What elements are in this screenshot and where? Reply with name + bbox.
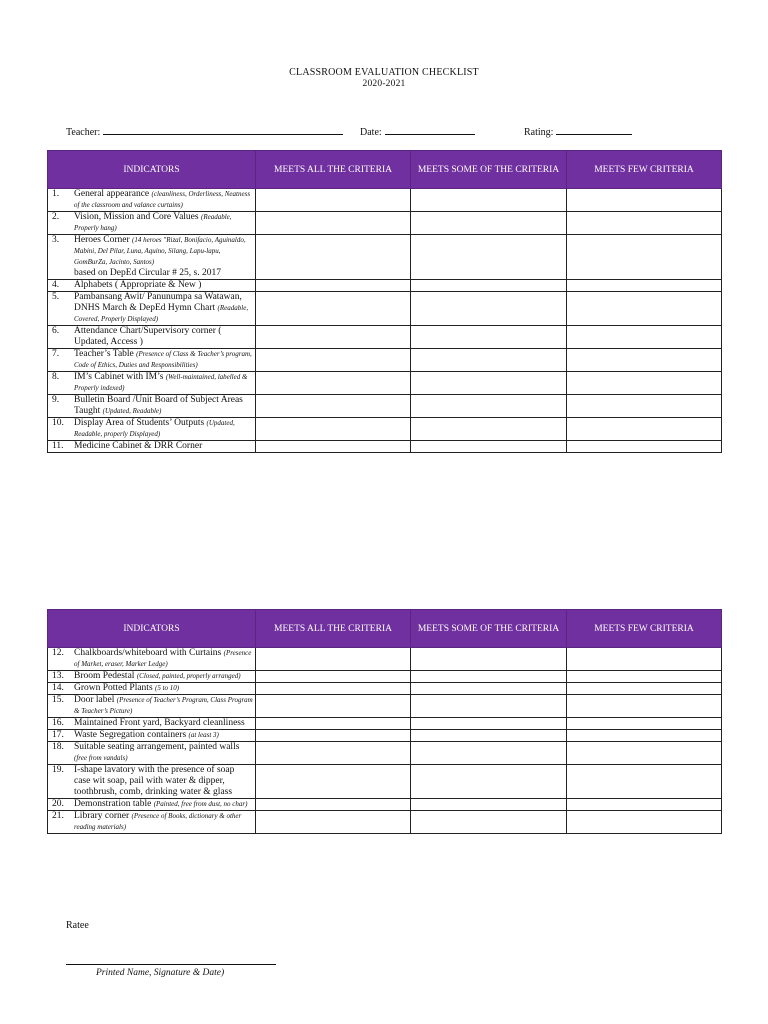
indicator-label: Door label	[74, 695, 115, 705]
meets-few-header: MEETS FEW CRITERIA	[567, 151, 722, 189]
table-row	[48, 799, 722, 811]
table-row	[48, 349, 722, 372]
meets-few-cell[interactable]	[567, 683, 722, 695]
indicator-criteria-note: (Presence of Teacher’s Program, Class Program & Teacher’s Picture)	[74, 696, 253, 715]
meets-few-cell[interactable]	[567, 648, 722, 671]
indicator-number: 12.	[52, 648, 64, 658]
checklist-table-2	[47, 609, 722, 834]
meets-all-cell[interactable]	[256, 671, 411, 683]
table-row	[48, 742, 722, 765]
meets-all-cell[interactable]	[256, 683, 411, 695]
table-row	[48, 235, 722, 280]
meets-some-header: MEETS SOME OF THE CRITERIA	[411, 151, 567, 189]
meets-all-cell[interactable]	[256, 326, 411, 349]
meets-some-cell[interactable]	[411, 280, 567, 292]
indicator-number: 8.	[52, 372, 60, 382]
indicator-number: 6.	[52, 326, 60, 336]
indicator-label: Waste Segregation containers	[74, 730, 187, 740]
table-row	[48, 730, 722, 742]
meets-some-cell[interactable]	[411, 671, 567, 683]
meets-some-cell[interactable]	[411, 235, 567, 280]
meets-few-cell[interactable]	[567, 799, 722, 811]
indicator-cell	[48, 671, 256, 683]
indicator-number: 3.	[52, 235, 60, 245]
indicator-number: 10.	[52, 418, 64, 428]
meets-all-header: MEETS ALL THE CRITERIA	[256, 151, 411, 189]
indicator-label: Alphabets ( Appropriate & New )	[74, 280, 202, 290]
table-row	[48, 683, 722, 695]
meets-some-cell[interactable]	[411, 326, 567, 349]
ratee-label: Ratee	[66, 920, 89, 931]
meets-all-cell[interactable]	[256, 730, 411, 742]
indicator-number: 15.	[52, 695, 64, 705]
indicator-number: 4.	[52, 280, 60, 290]
table-row	[48, 765, 722, 799]
meets-few-cell[interactable]	[567, 695, 722, 718]
date-input-line[interactable]	[385, 125, 475, 135]
meets-few-cell[interactable]	[567, 418, 722, 441]
table-row	[48, 441, 722, 453]
meets-all-cell[interactable]	[256, 742, 411, 765]
table-row	[48, 695, 722, 718]
indicator-number: 17.	[52, 730, 64, 740]
meets-few-cell[interactable]	[567, 235, 722, 280]
checklist-table-1	[47, 150, 722, 453]
indicator-cell	[48, 418, 256, 441]
meets-all-cell[interactable]	[256, 648, 411, 671]
indicator-number: 14.	[52, 683, 64, 693]
indicator-label: Chalkboards/whiteboard with Curtains	[74, 648, 222, 658]
meets-all-cell[interactable]	[256, 235, 411, 280]
table-row	[48, 395, 722, 418]
indicator-criteria-note: (Painted, free from dust, no char)	[153, 800, 248, 808]
indicator-cell	[48, 765, 256, 799]
meets-all-cell[interactable]	[256, 811, 411, 834]
signature-line[interactable]	[66, 964, 276, 965]
meets-few-cell[interactable]	[567, 671, 722, 683]
meets-all-cell[interactable]	[256, 441, 411, 453]
meets-some-cell[interactable]	[411, 418, 567, 441]
meets-few-cell[interactable]	[567, 742, 722, 765]
indicator-label: Medicine Cabinet & DRR Corner	[74, 441, 203, 451]
rating-label: Rating:	[524, 127, 554, 138]
indicator-label: Suitable seating arrangement, painted walls	[74, 742, 240, 752]
meets-all-cell[interactable]	[256, 292, 411, 326]
meets-all-cell[interactable]	[256, 799, 411, 811]
indicator-label: Library corner	[74, 811, 130, 821]
meets-some-cell[interactable]	[411, 349, 567, 372]
meets-all-cell[interactable]	[256, 718, 411, 730]
indicator-criteria-note: (Well-maintained, labelled & Properly indexed)	[74, 373, 248, 392]
meets-some-cell[interactable]	[411, 811, 567, 834]
meets-all-cell[interactable]	[256, 280, 411, 292]
meets-few-cell[interactable]	[567, 718, 722, 730]
meets-few-cell[interactable]	[567, 395, 722, 418]
meets-some-cell[interactable]	[411, 730, 567, 742]
meets-all-cell[interactable]	[256, 418, 411, 441]
date-field[interactable]	[360, 125, 475, 138]
teacher-field[interactable]	[66, 125, 343, 138]
teacher-label: Teacher:	[66, 127, 101, 138]
table-row	[48, 671, 722, 683]
indicator-cell	[48, 742, 256, 765]
indicator-cell	[48, 235, 256, 280]
table-row	[48, 280, 722, 292]
meets-all-cell[interactable]	[256, 189, 411, 212]
indicator-cell	[48, 695, 256, 718]
indicator-label: Display Area of Students’ Outputs	[74, 418, 205, 428]
indicator-cell	[48, 372, 256, 395]
indicator-number: 2.	[52, 212, 60, 222]
meets-few-cell[interactable]	[567, 811, 722, 834]
table-row	[48, 326, 722, 349]
indicator-number: 18.	[52, 742, 64, 752]
indicator-cell	[48, 441, 256, 453]
meets-some-cell[interactable]	[411, 189, 567, 212]
indicator-label: Grown Potted Plants	[74, 683, 153, 693]
indicator-number: 9.	[52, 395, 60, 405]
indicator-cell	[48, 326, 256, 349]
indicator-criteria-note: (Presence of Class & Teacher’s program, Code of Ethics, Duties and Responsibilities)	[74, 350, 252, 369]
indicator-label: Teacher’s Table	[74, 349, 134, 359]
meets-all-cell[interactable]	[256, 372, 411, 395]
indicator-cell	[48, 280, 256, 292]
meets-all-cell[interactable]	[256, 765, 411, 799]
indicator-label: General appearance	[74, 189, 150, 199]
meets-few-cell[interactable]	[567, 326, 722, 349]
meets-few-cell[interactable]	[567, 280, 722, 292]
indicator-cell	[48, 811, 256, 834]
meets-some-cell[interactable]	[411, 683, 567, 695]
table-row	[48, 212, 722, 235]
indicator-criteria-note: (Presence of Market, eraser, Marker Ledge)	[74, 649, 252, 668]
indicator-criteria-note: (5 to 10)	[155, 684, 180, 692]
meets-few-cell[interactable]	[567, 292, 722, 326]
indicator-criteria-note: (cleanliness, Orderliness, Neatness of the classroom and valance curtains)	[74, 190, 251, 209]
indicators-header: INDICATORS	[48, 610, 256, 648]
meets-few-cell[interactable]	[567, 212, 722, 235]
meets-few-cell[interactable]	[567, 372, 722, 395]
indicator-number: 7.	[52, 349, 60, 359]
meets-few-cell[interactable]	[567, 441, 722, 453]
indicator-cell	[48, 395, 256, 418]
indicator-label: Vision, Mission and Core Values	[74, 212, 199, 222]
indicator-label: Maintained Front yard, Backyard cleanliness	[74, 718, 245, 728]
indicator-cell	[48, 349, 256, 372]
meets-some-cell[interactable]	[411, 765, 567, 799]
table-header-row	[48, 151, 722, 189]
indicator-cell	[48, 799, 256, 811]
indicator-label: Attendance Chart/Supervisory corner ( Updated, Access )	[74, 326, 222, 347]
indicator-number: 1.	[52, 189, 60, 199]
meets-some-cell[interactable]	[411, 648, 567, 671]
meets-some-cell[interactable]	[411, 292, 567, 326]
meets-few-cell[interactable]	[567, 765, 722, 799]
meets-all-cell[interactable]	[256, 395, 411, 418]
indicator-label: Heroes Corner	[74, 235, 130, 245]
indicator-cell	[48, 292, 256, 326]
meets-all-cell[interactable]	[256, 212, 411, 235]
table-row	[48, 811, 722, 834]
indicator-label: I-shape lavatory with the presence of soap case wit soap, pail with water & dipper, toothbrush, comb, drinking water & glass	[74, 765, 235, 797]
table-row	[48, 372, 722, 395]
indicator-cell	[48, 718, 256, 730]
teacher-input-line[interactable]	[103, 125, 343, 135]
school-year: 2020-2021	[362, 79, 406, 89]
signature-caption: Printed Name, Signature & Date)	[96, 968, 225, 978]
indicator-number: 13.	[52, 671, 64, 681]
meets-all-cell[interactable]	[256, 349, 411, 372]
meets-some-cell[interactable]	[411, 695, 567, 718]
indicator-label: Demonstration table	[74, 799, 152, 809]
indicator-criteria-note: (14 heroes "Rizal, Bonifacio, Aguinaldo, Mabini, Del Pilar, Luna, Aquino, Silang, Lapu-lapu, GomBurZa, Jacinto, Santos)	[74, 236, 246, 266]
indicator-number: 20.	[52, 799, 64, 809]
indicator-criteria-note: (Presence of Books, dictionary & other reading materials)	[74, 812, 242, 831]
meets-some-cell[interactable]	[411, 212, 567, 235]
meets-few-cell[interactable]	[567, 730, 722, 742]
indicator-criteria-note: (Closed, painted, properly arranged)	[136, 672, 241, 680]
indicator-cell	[48, 648, 256, 671]
rating-field[interactable]	[524, 125, 632, 138]
indicator-reference: based on DepEd Circular # 25, s. 2017	[74, 268, 221, 278]
indicator-number: 19.	[52, 765, 64, 775]
table-row	[48, 418, 722, 441]
meets-some-cell[interactable]	[411, 742, 567, 765]
document-title: CLASSROOM EVALUATION CHECKLIST	[289, 67, 479, 78]
meets-some-header: MEETS SOME OF THE CRITERIA	[411, 610, 567, 648]
indicator-cell	[48, 189, 256, 212]
indicator-criteria-note: (at least 3)	[188, 731, 219, 739]
table-row	[48, 292, 722, 326]
indicator-label: Pambansang Awit/ Panunumpa sa Watawan, DNHS March & DepEd Hymn Chart	[74, 292, 242, 313]
meets-few-cell[interactable]	[567, 189, 722, 212]
table-row	[48, 718, 722, 730]
indicator-cell	[48, 212, 256, 235]
indicator-label: Broom Pedestal	[74, 671, 135, 681]
meets-some-cell[interactable]	[411, 395, 567, 418]
indicator-criteria-note: (Readable, Covered, Properly Displayed)	[74, 304, 249, 323]
meets-some-cell[interactable]	[411, 372, 567, 395]
date-label: Date:	[360, 127, 382, 138]
indicator-criteria-note: (Readable, Properly hang)	[74, 213, 232, 232]
meets-some-cell[interactable]	[411, 441, 567, 453]
table-header-row	[48, 610, 722, 648]
indicator-criteria-note: (free from vandals)	[74, 754, 128, 762]
table-row	[48, 189, 722, 212]
indicator-label: Bulletin Board /Unit Board of Subject Areas Taught	[74, 395, 243, 416]
meets-some-cell[interactable]	[411, 799, 567, 811]
indicator-number: 21.	[52, 811, 64, 821]
rating-input-line[interactable]	[556, 125, 632, 135]
meets-all-cell[interactable]	[256, 695, 411, 718]
indicator-number: 11.	[52, 441, 64, 451]
indicator-cell	[48, 730, 256, 742]
indicator-label: IM’s Cabinet with IM’s	[74, 372, 164, 382]
indicator-number: 16.	[52, 718, 64, 728]
meets-some-cell[interactable]	[411, 718, 567, 730]
table-row	[48, 648, 722, 671]
meets-few-header: MEETS FEW CRITERIA	[567, 610, 722, 648]
indicator-criteria-note: (Updated, Readable)	[102, 407, 162, 415]
indicator-number: 5.	[52, 292, 60, 302]
indicator-cell	[48, 683, 256, 695]
meets-few-cell[interactable]	[567, 349, 722, 372]
indicator-criteria-note: (Updated, Readable, properly Displayed)	[74, 419, 235, 438]
meets-all-header: MEETS ALL THE CRITERIA	[256, 610, 411, 648]
indicators-header: INDICATORS	[48, 151, 256, 189]
